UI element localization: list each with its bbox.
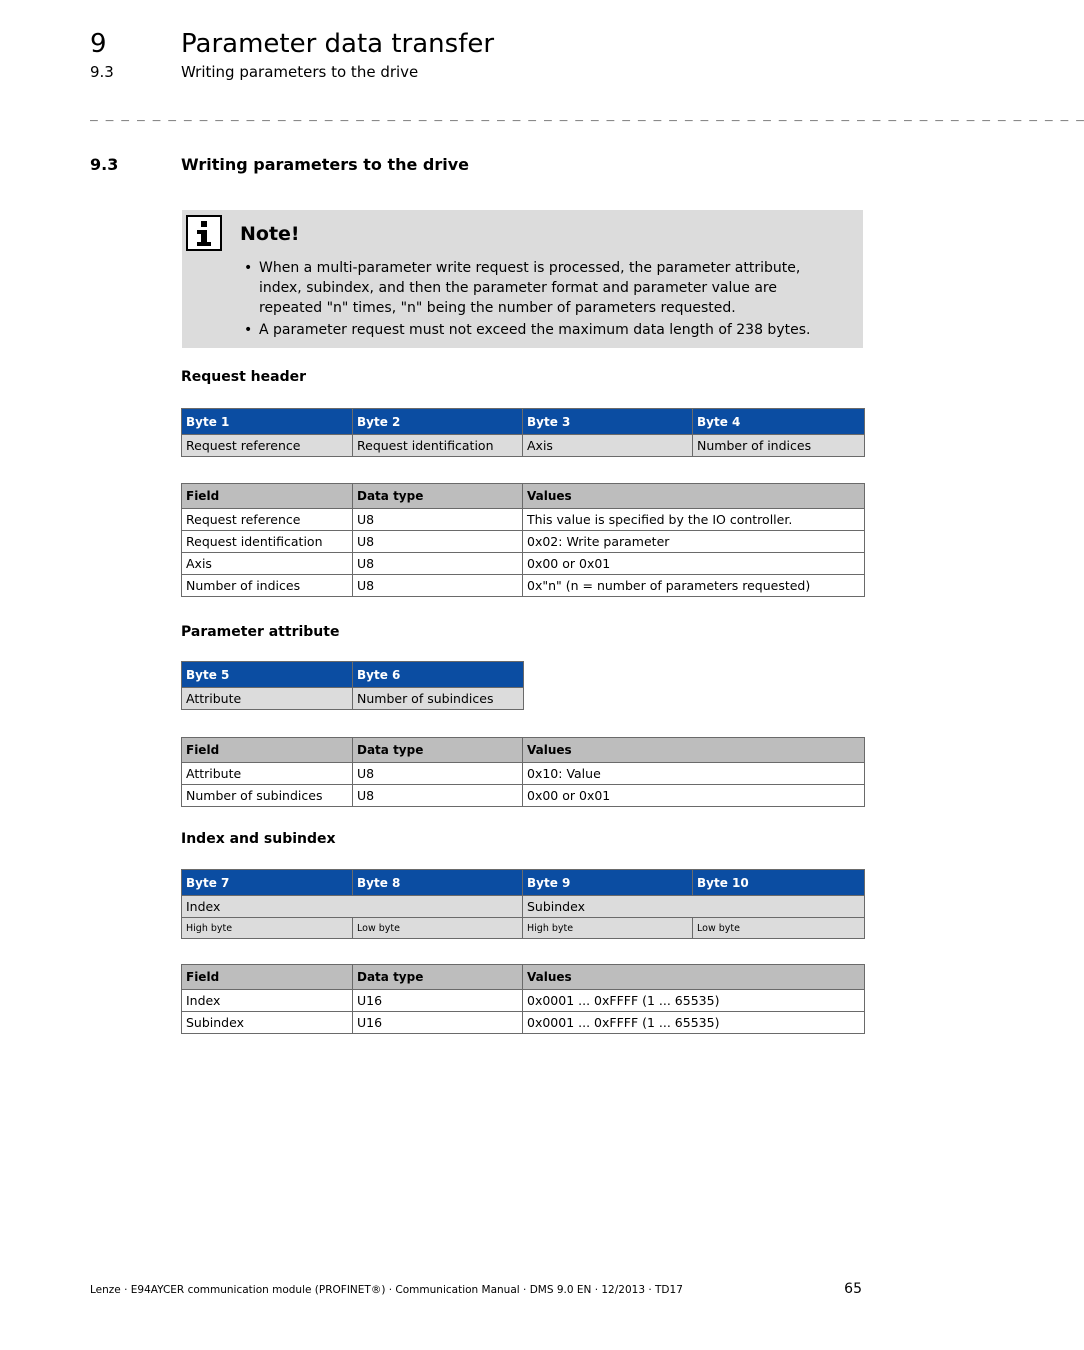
request-header-bytes-table: [181, 408, 865, 457]
header-separator: _ _ _ _ _ _ _ _ _ _ _ _ _ _ _ _ _ _ _ _ _ _ _ _ _ _ _ _ _ _ _ _ _ _ _ _ _ _ _ _ _ _ _ _ _ _ _ _ _ _ _ _ _ _ _ _ _ _ _ _ _ _ _ _: [90, 107, 1084, 122]
table-header-cell: Byte 4: [693, 409, 865, 435]
parameter-attribute-heading: Parameter attribute: [181, 624, 340, 640]
table-row: [182, 896, 865, 918]
table-cell: Subindex: [182, 1012, 353, 1034]
note-list: [242, 258, 842, 342]
table-cell: Request reference: [182, 509, 353, 531]
note-title: Note!: [240, 223, 300, 245]
table-row: [182, 763, 865, 785]
table-cell: 0x00 or 0x01: [523, 553, 865, 575]
table-header-cell: Byte 7: [182, 870, 353, 896]
table-header-cell: Values: [523, 965, 865, 990]
table-row: [182, 688, 524, 710]
table-cell: U8: [353, 531, 523, 553]
table-cell: U8: [353, 763, 523, 785]
table-row: [182, 1012, 865, 1034]
parameter-attribute-bytes-table: [181, 661, 524, 710]
table-cell: 0x0001 ... 0xFFFF (1 ... 65535): [523, 1012, 865, 1034]
table-cell: Number of subindices: [353, 688, 524, 710]
table-cell: Low byte: [693, 918, 865, 939]
table-cell: Number of subindices: [182, 785, 353, 807]
table-header-cell: Values: [523, 484, 865, 509]
table-cell: This value is specified by the IO controller.: [523, 509, 865, 531]
table-cell: Request identification: [353, 435, 523, 457]
table-cell: U8: [353, 575, 523, 597]
page-number: 65: [844, 1281, 862, 1297]
chapter-number: 9: [90, 29, 107, 59]
table-row: [182, 918, 865, 939]
table-cell: Axis: [182, 553, 353, 575]
table-header-cell: Byte 2: [353, 409, 523, 435]
note-box: [182, 210, 863, 348]
table-row: [182, 575, 865, 597]
table-header-cell: Field: [182, 484, 353, 509]
table-cell: U8: [353, 785, 523, 807]
table-header-cell: Field: [182, 738, 353, 763]
table-header-cell: Data type: [353, 965, 523, 990]
table-header-cell: Field: [182, 965, 353, 990]
table-cell: Index: [182, 896, 523, 918]
table-row: [182, 435, 865, 457]
table-header-cell: Byte 1: [182, 409, 353, 435]
table-cell: Subindex: [523, 896, 865, 918]
note-item: • When a multi-parameter write request is processed, the parameter attribute, index, subindex, and then the parameter format and parameter value are repeated "n" times, "n" being the number of parameters requested.: [242, 258, 842, 318]
request-header-fields-table: [181, 483, 865, 597]
table-header-cell: Values: [523, 738, 865, 763]
table-cell: Low byte: [353, 918, 523, 939]
table-header-cell: Byte 3: [523, 409, 693, 435]
table-cell: U8: [353, 553, 523, 575]
table-header-cell: Byte 10: [693, 870, 865, 896]
table-row: [182, 785, 865, 807]
table-cell: Number of indices: [693, 435, 865, 457]
table-cell: High byte: [523, 918, 693, 939]
table-cell: Attribute: [182, 688, 353, 710]
header-section-number: 9.3: [90, 63, 114, 81]
header-section-title: Writing parameters to the drive: [181, 63, 419, 81]
table-cell: Attribute: [182, 763, 353, 785]
info-icon: [186, 215, 222, 251]
table-cell: 0x02: Write parameter: [523, 531, 865, 553]
table-row: [182, 531, 865, 553]
table-cell: Request reference: [182, 435, 353, 457]
request-header-heading: Request header: [181, 369, 306, 385]
table-header-cell: Byte 8: [353, 870, 523, 896]
table-cell: Request identification: [182, 531, 353, 553]
table-header-cell: Data type: [353, 738, 523, 763]
table-cell: U8: [353, 509, 523, 531]
table-header-cell: Byte 6: [353, 662, 524, 688]
index-subindex-heading: Index and subindex: [181, 831, 336, 847]
table-cell: Number of indices: [182, 575, 353, 597]
note-item: • A parameter request must not exceed the maximum data length of 238 bytes.: [242, 320, 842, 340]
parameter-attribute-fields-table: [181, 737, 865, 807]
table-cell: U16: [353, 990, 523, 1012]
table-cell: Index: [182, 990, 353, 1012]
table-cell: 0x"n" (n = number of parameters requested): [523, 575, 865, 597]
table-cell: 0x00 or 0x01: [523, 785, 865, 807]
table-cell: 0x10: Value: [523, 763, 865, 785]
chapter-title: Parameter data transfer: [181, 29, 495, 59]
section-title: Writing parameters to the drive: [181, 155, 470, 174]
table-header-cell: Byte 5: [182, 662, 353, 688]
index-subindex-fields-table: [181, 964, 865, 1034]
table-row: [182, 990, 865, 1012]
table-header-cell: Byte 9: [523, 870, 693, 896]
table-header-cell: Data type: [353, 484, 523, 509]
index-subindex-bytes-table: [181, 869, 865, 939]
table-row: [182, 509, 865, 531]
table-cell: 0x0001 ... 0xFFFF (1 ... 65535): [523, 990, 865, 1012]
page-footer: Lenze · E94AYCER communication module (PROFINET®) · Communication Manual · DMS 9.0 EN · 12/2013 · TD17: [90, 1284, 683, 1296]
table-cell: High byte: [182, 918, 353, 939]
section-number: 9.3: [90, 155, 119, 174]
table-row: [182, 553, 865, 575]
table-cell: U16: [353, 1012, 523, 1034]
table-cell: Axis: [523, 435, 693, 457]
